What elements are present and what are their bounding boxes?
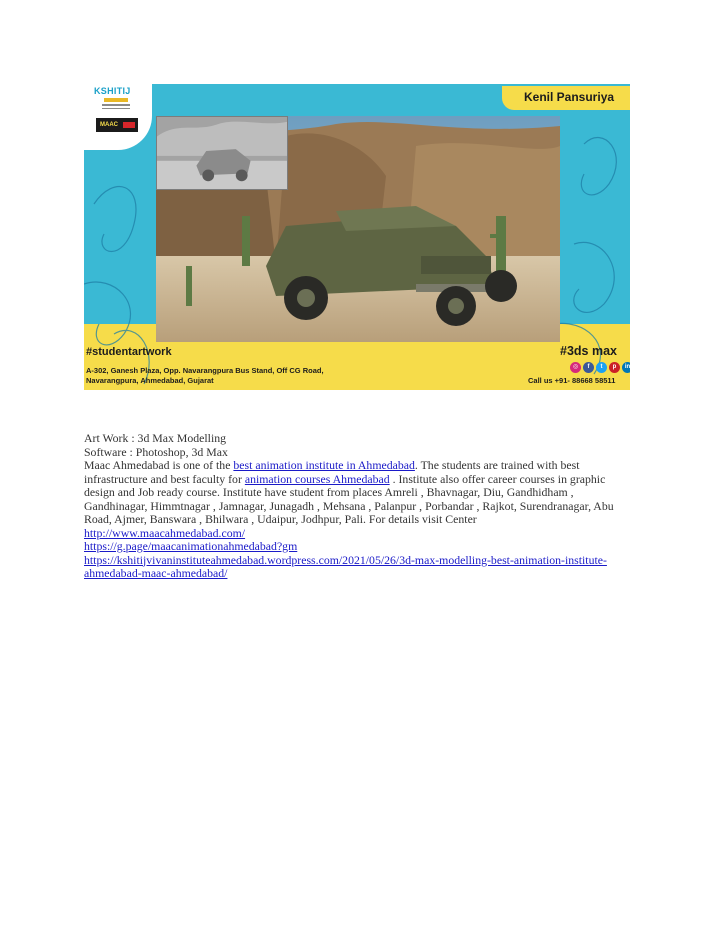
hashtag-studentartwork: #studentartwork [86, 346, 172, 358]
article-body [84, 432, 624, 581]
maac-logo-text: MAAC [100, 122, 118, 128]
maac-logo [96, 118, 138, 132]
address-line-1: A-302, Ganesh Plaza, Opp. Navarangpura Bus Stand, Off CG Road, [86, 366, 324, 375]
software-line: Software : Photoshop, 3d Max [84, 444, 228, 459]
artwork-line: Art Work : 3d Max Modelling [84, 431, 227, 445]
best-animation-institute-link[interactable]: best animation institute in Ahmedabad [233, 458, 415, 472]
pinterest-icon[interactable]: p [609, 362, 620, 373]
facebook-icon[interactable]: f [583, 362, 594, 373]
wordpress-post-link[interactable]: https://kshitijvivaninstituteahmedabad.wordpress.com/2021/05/26/3d-max-modelling-best-animation-institute-ahmedabad-maac-ahmedabad/ [84, 552, 607, 580]
animation-courses-link[interactable]: animation courses Ahmedabad [244, 471, 390, 486]
student-name-tab [502, 86, 630, 110]
description-part-1: Maac Ahmedabad is one of the [84, 458, 234, 472]
hashtag-3dsmax: #3ds max [560, 344, 617, 358]
description-part-2: . The students are trained with best infrastructure and best faculty for [84, 458, 580, 486]
logo-tagline-lines [102, 104, 130, 111]
google-page-link[interactable]: https://g.page/maacanimationahmedabad?gm [84, 539, 298, 553]
kshitij-logo: KSHITIJ [94, 86, 131, 96]
call-us-number: Call us +91- 88668 58511 [528, 376, 616, 385]
description-part-3: . Institute also offer career courses in graphic design and Job ready course. Institute have student from places Amreli , Bhavnagar, Diu, Gandhidham , Gandhinagar, Himmtnagar , Jamnagar, Junagadh , Mehsana , Palanpur , Porbandar , Rajkot, Surendranagar, Abu Road, Ajmer, Banswara , Bhilwara , Udaipur, Jodhpur, Pali. For details visit Center [84, 471, 614, 526]
twitter-icon[interactable]: t [596, 362, 607, 373]
linkedin-icon[interactable]: in [622, 362, 630, 373]
social-icons [570, 362, 630, 374]
maac-logo-mark [123, 122, 135, 128]
clay-render-inset [156, 116, 288, 190]
logo-accent-bar [104, 98, 128, 102]
student-name: Kenil Pansuriya [524, 90, 615, 104]
logo-panel [84, 84, 152, 150]
artwork-banner [84, 84, 630, 390]
instagram-icon[interactable]: ◎ [570, 362, 581, 373]
description-paragraph [84, 459, 624, 527]
maac-website-link[interactable]: http://www.maacahmedabad.com/ [84, 525, 246, 540]
address-line-2: Navarangpura, Ahmedabad, Gujarat [86, 376, 214, 385]
